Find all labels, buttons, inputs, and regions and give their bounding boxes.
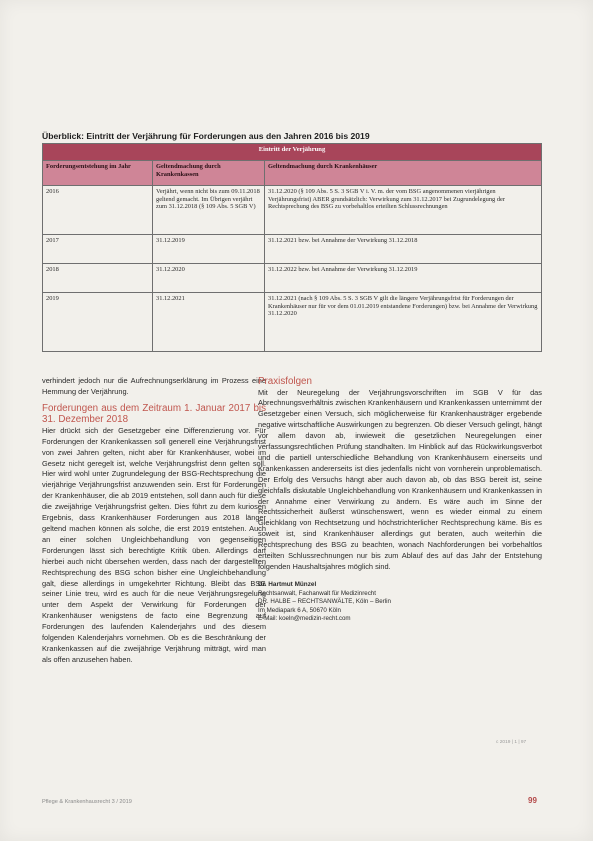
table-title: Überblick: Eintritt der Verjährung für Forderungen aus den Jahren 2016 bis 2019 (42, 131, 370, 141)
table-cell-year: 2019 (43, 293, 153, 352)
table-cell-kk: 31.12.2021 (153, 293, 265, 352)
author-name: Dr. Hartmut Münzel (258, 580, 317, 588)
side-code: c 2019 | 1 | 97 (496, 740, 527, 745)
table-cell-kh: 31.12.2021 bzw. bei Annahme der Verwirkung 31.12.2018 (265, 235, 542, 264)
table-cell-kh: 31.12.2020 (§ 109 Abs. 5 S. 3 SGB V i. V. m. der vom BSG angenommenen vierjährigen Verjährungsfrist) ABER grundsätzlich: Verwirkung zum 31.12.2017 bei Zugrundelegung der Rechtsprechung des BSG zu vorbehaltlos erteilten Schlussrechnungen (265, 186, 542, 235)
table-cell-year: 2016 (43, 186, 153, 235)
footer-publication: Pflege & Krankenhausrecht 3 / 2019 (42, 799, 132, 805)
table-group-header-row (43, 144, 542, 161)
table-cell-kh: 31.12.2021 (nach § 109 Abs. 5 S. 3 SGB V gilt die längere Verjährungsfrist für Forderungen der Krankenhäuser nur für vor dem 01.01.2019 entstandene Forderungen) bzw. bei Annahme der Verwirkung 31.12.2020 (265, 293, 542, 352)
right-body-paragraph: Mit der Neuregelung der Verjährungsvorschriften im SGB V für das Abrechnungsverhältnis zwischen Krankenhäusern und Krankenkassen unternimmt der Gesetzgeber einen Versuch, sich möglicherweise für Krankenhausträger ergebende negative wirtschaftliche Auswirkungen zu begrenzen. Ob dieser Versuch gelingt, hängt vor allem davon ab, inwieweit die gesetzlichen Neuregelungen einer verfassungsrechtlichen Prüfung standhalten. Im Hinblick auf das Rückwirkungsverbot und die partiell unterschiedliche Behandlung von Krankenhäusern einerseits und Krankenkassen andererseits ist dies jedenfalls nicht von vornherein unproblematisch. Der Erfolg des Versuchs hängt aber auch davon ab, ob das BSG bereit ist, seine gleichfalls diskutable Ungleichbehandlung von Krankenhäusern und Krankenkassen in der Annahme einer Verwirkung zu ändern. Es wäre auch im Sinne der Rechtssicherheit äußerst wünschenswert, wenn es wieder einmal zu einem Gleichklang von Rechtsetzung und höchstrichterlicher Rechtsprechung käme. Bis es soweit ist, sind Krankenhäuser allerdings gut beraten, auch weiterhin die Rechtsprechung des BSG zu beachten, wonach Nachforderungen bei vorbehaltlos erteilten Schlussrechnungen nur bis zum Ablauf des auf das Jahr der Entstehung folgenden Haushaltsjahres möglich sind. (258, 387, 542, 571)
table-row (43, 264, 542, 293)
table-cell-year: 2017 (43, 235, 153, 264)
column-header-year: Forderungsentstehung im Jahr (43, 161, 153, 186)
left-body-paragraph: Hier drückt sich der Gesetzgeber eine Differenzierung vor. Für Forderungen der Krankenkassen soll generell eine Verjährungsfrist von zwei Jahren gelten, nicht aber für Krankenhäuser, wobei im Gesetz nicht geregelt ist, welche Verjährungsfrist denn gelten soll. Hier wird wohl unter Zugrundelegung der BSG-Rechtsprechung die vierjährige Verjährungsfrist anzuwenden sein. Erst für Forderungen der Krankenhäuser, die ab 2019 entstehen, soll dann auch für diese die zweijährige Verjährungsfrist gelten. Dies führt zu dem kuriosen Ergebnis, dass Krankenhäuser Forderungen aus 2018 länger geltend machen können als solche, die erst 2019 entstehen. Auch an einer solchen Ungleichbehandlung von gegenseitigen Forderungen lässt sich berechtigte Kritik üben. Allerdings darf hierbei auch nicht übersehen werden, dass nach der dargestellten Rechtsprechung des BSG schon bisher eine Ungleichbehandlung galt, diese allerdings in umgekehrter Richtung. Bleibt das BSG seiner Linie treu, wird es auch für die neue Verjährungsregelung unter dem Aspekt der Verwirkung für Forderungen der Krankenhäuser wenigstens de facto eine Begrenzung auf Forderungen des laufenden Kalenderjahrs und des diesem folgenden Kalenderjahrs vornehmen. Ob es die Beschränkung der Krankenkassen auf die zweijährige Verjährung mitträgt, wird man als offen anzusehen haben. (42, 425, 266, 664)
section-heading-2017-2018: Forderungen aus dem Zeitraum 1. Januar 2017 bis 31. Dezember 2018 (42, 402, 266, 426)
table-column-header-row (43, 161, 542, 186)
author-firm: DR. HALBE – RECHTSANWÄLTE, Köln – Berlin (258, 598, 391, 606)
table-cell-kk: Verjährt, wenn nicht bis zum 09.11.2018 geltend gemacht. Im Übrigen verjährt zum 31.12.2018 (§ 109 Abs. 5 SGB V) (153, 186, 265, 235)
page-number: 99 (528, 796, 537, 805)
limitation-table (42, 143, 542, 352)
table-row (43, 186, 542, 235)
left-intro-paragraph: verhindert jedoch nur die Aufrechnungserklärung im Prozess eine Hemmung der Verjährung. (42, 376, 266, 396)
table-row (43, 235, 542, 264)
table-cell-kk: 31.12.2019 (153, 235, 265, 264)
section-heading-praxisfolgen: Praxisfolgen (258, 376, 312, 387)
right-column (258, 376, 542, 624)
table-cell-year: 2018 (43, 264, 153, 293)
table-cell-kh: 31.12.2022 bzw. bei Annahme der Verwirkung 31.12.2019 (265, 264, 542, 293)
table-cell-kk: 31.12.2020 (153, 264, 265, 293)
author-title: Rechtsanwalt, Fachanwalt für Medizinrecht (258, 589, 376, 597)
author-email: E-Mail: koeln@medizin-recht.com (258, 615, 351, 623)
author-block (258, 581, 542, 624)
column-header-kk: Geltendmachung durch Krankenkassen (153, 161, 265, 186)
table-group-header: Eintritt der Verjährung (43, 144, 542, 161)
author-address: Im Mediapark 6 A, 50670 Köln (258, 606, 341, 614)
table-row (43, 293, 542, 352)
left-column (42, 376, 266, 666)
column-header-kh: Geltendmachung durch Krankenhäuser (265, 161, 542, 186)
